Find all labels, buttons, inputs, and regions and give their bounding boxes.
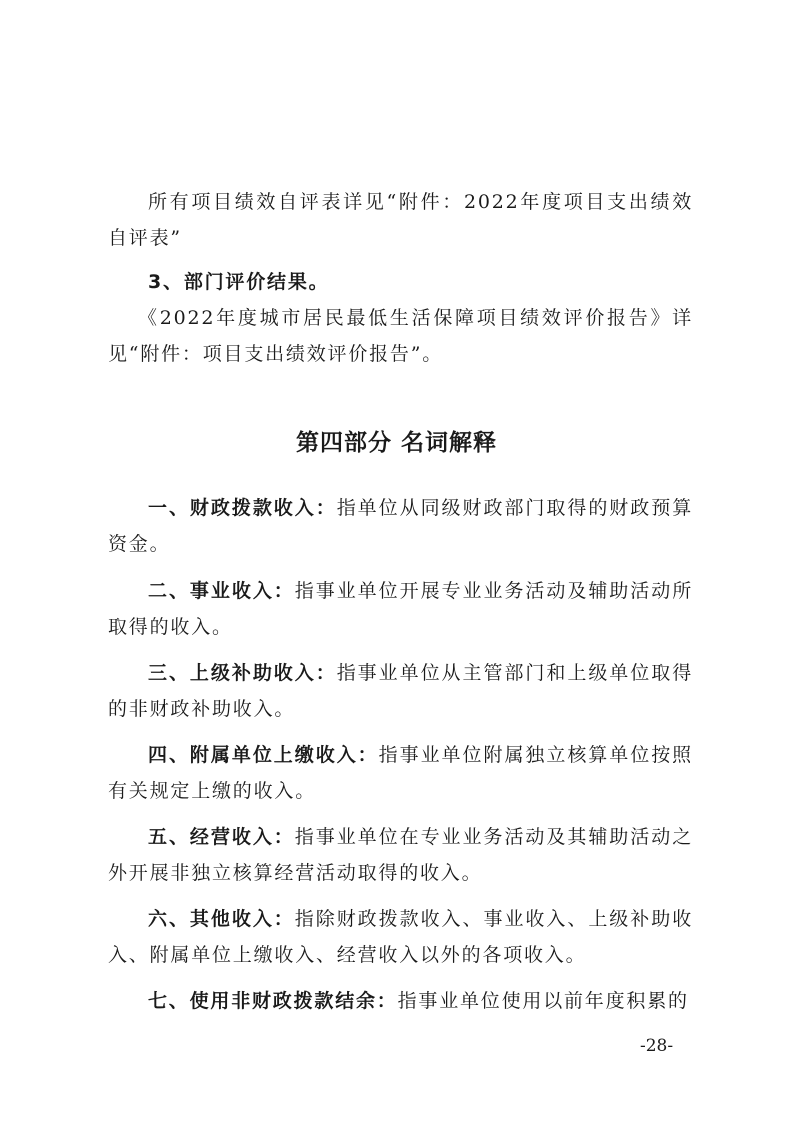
term-description: 指事业单位从主管部门和上级单位取得的非财政补助收入。 [108, 662, 693, 720]
paragraph-self-evaluation: 所有项目绩效自评表详见“附件：2022年度项目支出绩效自评表” [108, 191, 693, 249]
term-label: 一、财政拨款收入： [148, 497, 337, 519]
term-label: 四、附属单位上缴收入： [148, 744, 379, 766]
subheading-department-evaluation: 3、部门评价结果。 [148, 271, 330, 293]
term-item [108, 573, 693, 645]
term-description: 指单位从同级财政部门取得的财政预算资金。 [108, 497, 693, 555]
term-item [108, 737, 693, 809]
term-description: 指事业单位使用以前年度积累的 [397, 990, 689, 1012]
page-number: -28- [640, 1036, 674, 1056]
term-label: 七、使用非财政拨款结余： [148, 990, 398, 1012]
term-item [108, 819, 693, 891]
term-description: 指事业单位附属独立核算单位按照有关规定上缴的收入。 [108, 744, 693, 802]
term-label: 二、事业收入： [148, 580, 295, 602]
term-label: 六、其他收入： [148, 908, 295, 930]
term-item [108, 983, 693, 1019]
term-description: 指事业单位在专业业务活动及其辅助活动之外开展非独立核算经营活动取得的收入。 [108, 826, 693, 884]
term-item [108, 490, 693, 562]
section-title: 第四部分 名词解释 [295, 430, 497, 456]
term-description: 指除财政拨款收入、事业收入、上级补助收入、附属单位上缴收入、经营收入以外的各项收入。 [108, 908, 693, 966]
term-description: 指事业单位开展专业业务活动及辅助活动所取得的收入。 [108, 580, 693, 638]
term-label: 五、经营收入： [148, 826, 295, 848]
term-item [108, 655, 693, 727]
paragraph-evaluation-report: 《2022年度城市居民最低生活保障项目绩效评价报告》详见“附件：项目支出绩效评价报告”。 [108, 307, 693, 365]
term-item [108, 901, 693, 973]
term-label: 三、上级补助收入： [148, 662, 337, 684]
